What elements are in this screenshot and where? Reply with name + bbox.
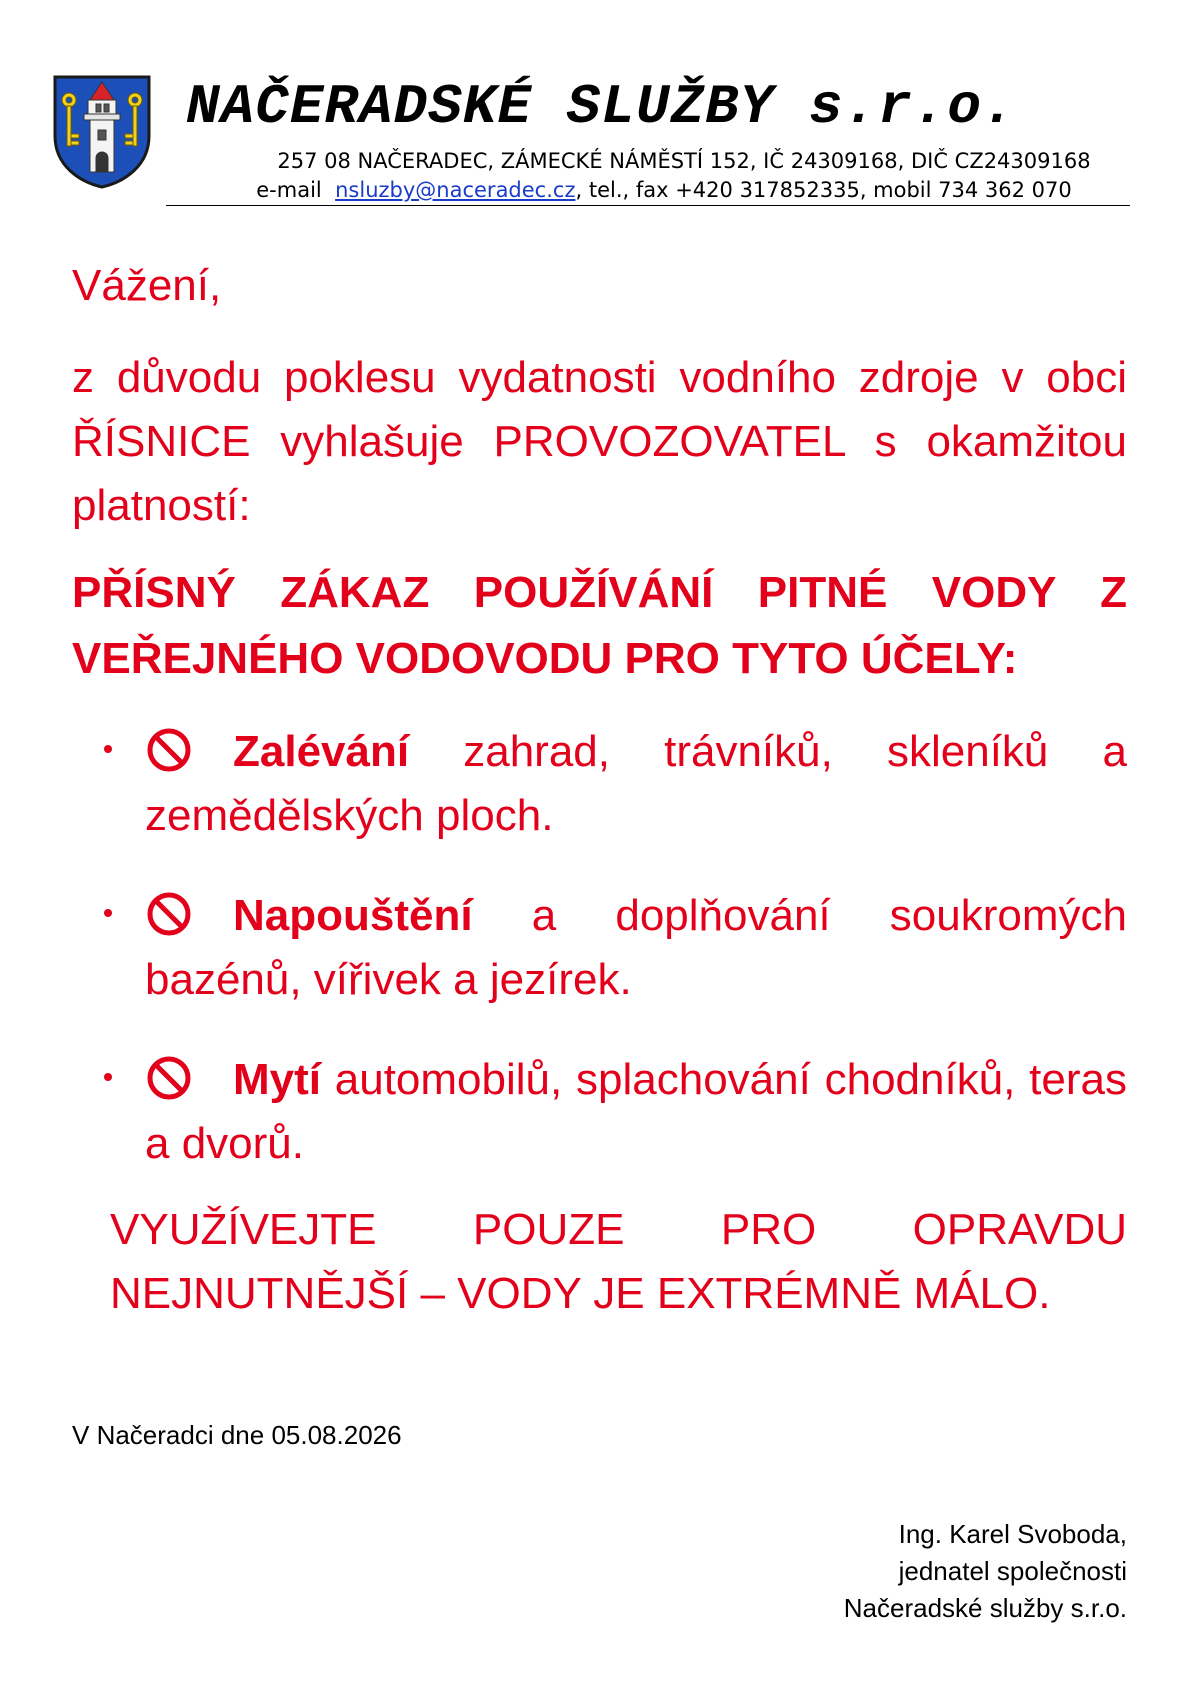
signature-role: jednatel společnosti xyxy=(898,1556,1127,1586)
company-address: 257 08 NAČERADEC, ZÁMECKÉ NÁMĚSTÍ 152, IČ 24309168, DIČ CZ24309168 xyxy=(277,149,1091,173)
company-name: NAČERADSKÉ SLUŽBY s.r.o. xyxy=(186,75,1017,139)
signature-company: Načeradské služby s.r.o. xyxy=(843,1593,1127,1623)
contact-details: , tel., fax +420 317852335, mobil 734 362 070 xyxy=(575,178,1072,202)
intro-paragraph: z důvodu poklesu vydatnosti vodního zdroje v obci ŘÍSNICE vyhlašuje PROVOZOVATEL s okamžitou platností: xyxy=(72,353,1127,530)
rule-text: automobilů, splachování chodníků, teras a dvorů. xyxy=(145,1055,1127,1168)
list-item xyxy=(100,884,1127,1012)
coat-of-arms-icon xyxy=(52,74,152,189)
bullet xyxy=(104,745,112,753)
rule-keyword: Zalévání xyxy=(233,727,410,776)
rule-keyword: Mytí xyxy=(233,1055,321,1104)
list-item xyxy=(100,1048,1127,1176)
email-label: e-mail xyxy=(256,178,322,202)
warning-paragraph: VYUŽÍVEJTE POUZE PRO OPRAVDU NEJNUTNĚJŠÍ – VODY JE EXTRÉMNĚ MÁLO. xyxy=(110,1205,1127,1318)
prohibition-list xyxy=(100,720,1127,1212)
bullet xyxy=(104,909,112,917)
email-link[interactable]: nsluzby@naceradec.cz xyxy=(335,178,576,202)
rule-keyword: Napouštění xyxy=(233,891,473,940)
date-line: V Načeradci dne 05.08.2026 xyxy=(72,1420,402,1450)
prohibited-icon xyxy=(145,890,193,938)
bullet xyxy=(104,1073,112,1081)
ban-headline: PŘÍSNÝ ZÁKAZ POUŽÍVÁNÍ PITNÉ VODY Z VEŘEJNÉHO VODOVODU PRO TYTO ÚČELY: xyxy=(72,568,1127,683)
list-item xyxy=(100,720,1127,848)
rule-text: a doplňování soukromých bazénů, vířivek a jezírek. xyxy=(145,891,1127,1004)
company-contacts xyxy=(144,176,1184,204)
signature-block xyxy=(844,1516,1127,1627)
header-divider xyxy=(166,205,1130,206)
prohibited-icon xyxy=(145,726,193,774)
signature-name: Ing. Karel Svoboda, xyxy=(898,1519,1127,1549)
prohibited-icon xyxy=(145,1054,193,1102)
rule-text: zahrad, trávníků, skleníků a zemědělských ploch. xyxy=(145,727,1127,840)
greeting: Vážení, xyxy=(72,261,222,310)
